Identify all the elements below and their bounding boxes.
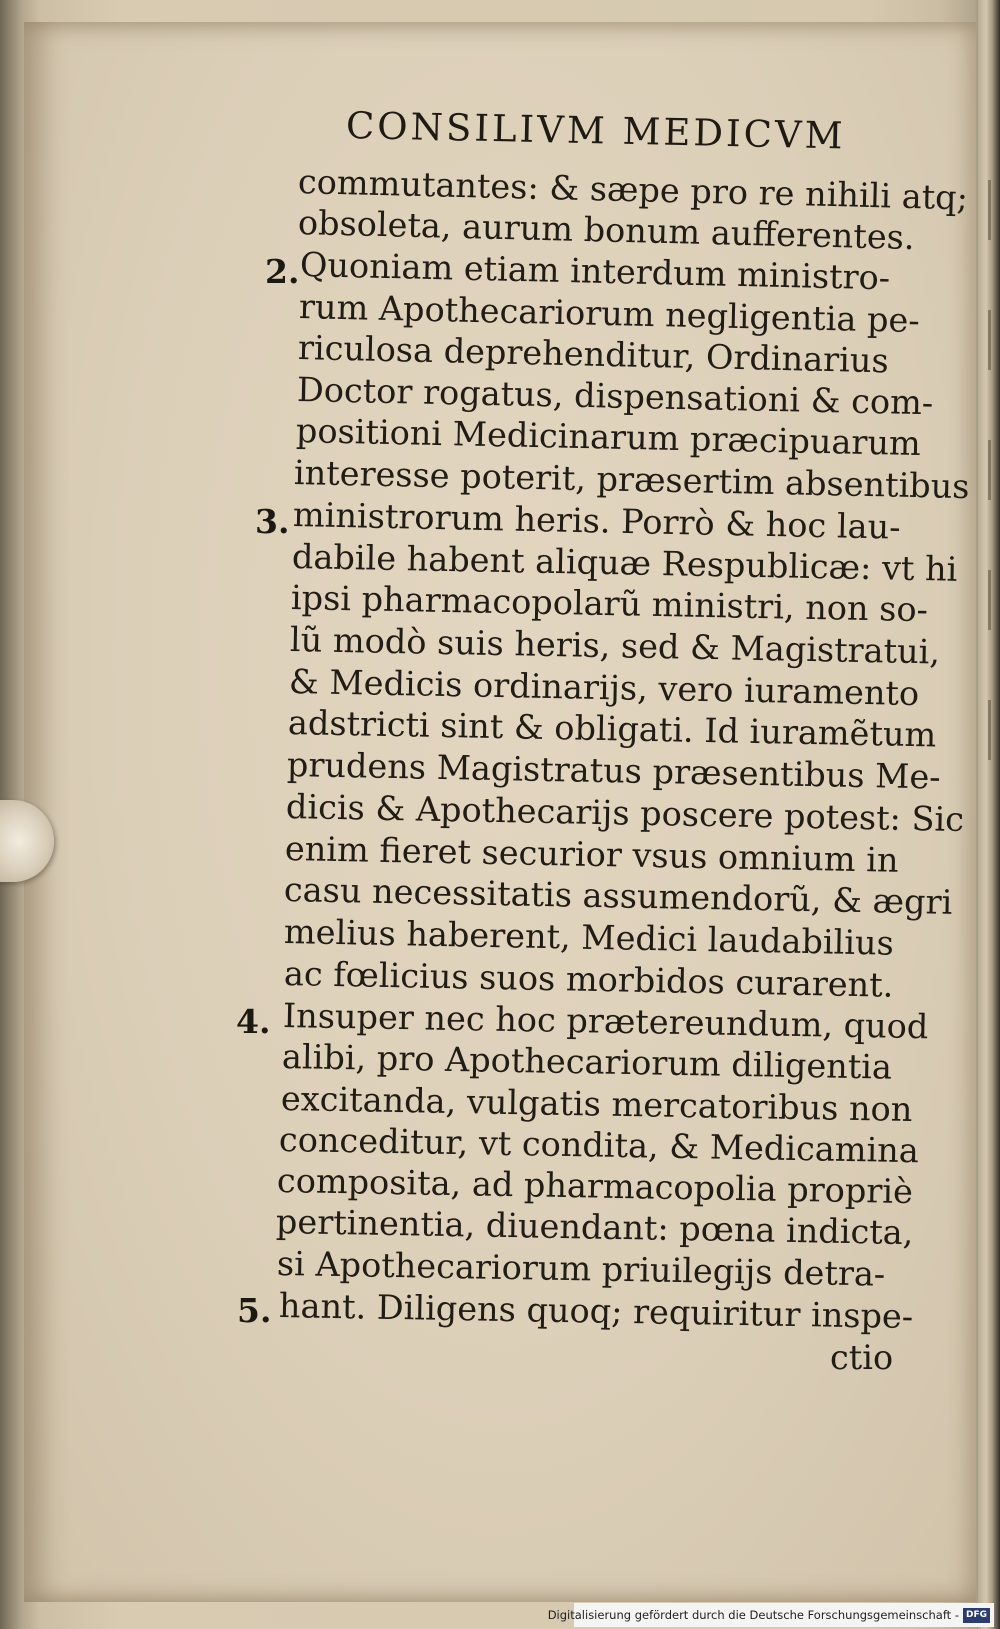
text-line: excitanda, vulgatis mercatoribus non bbox=[280, 1079, 913, 1130]
text-line: alibi, pro Apothecariorum diligentia bbox=[281, 1037, 893, 1087]
text-line: adstricti sint & obligati. Id iuramẽtum bbox=[287, 703, 937, 755]
margin-number: 4. bbox=[236, 1002, 271, 1041]
text-line: rum Apothecariorum negligentia pe- bbox=[298, 287, 921, 341]
adjacent-page-edge bbox=[978, 0, 1000, 1629]
text-line: ac fœlicius suos morbidos curarent. bbox=[283, 954, 894, 1005]
margin-number: 2. bbox=[265, 252, 300, 291]
text-line: lũ modò suis heris, sed & Magistratui, bbox=[289, 620, 941, 672]
text-line: positioni Medicinarum præcipuarum bbox=[295, 411, 922, 464]
text-line: composita, ad pharmacopolia propriè bbox=[276, 1161, 914, 1212]
text-line: commutantes: & sæpe pro re nihili atq; bbox=[297, 162, 969, 218]
text-line: dabile habent aliquæ Respublicæ: vt hi bbox=[291, 537, 958, 589]
text-line: prudens Magistratus præsentibus Me- bbox=[286, 745, 941, 797]
text-line: hant. Diligens quoq; requiritur inspe- bbox=[278, 1286, 914, 1337]
text-line: melius haberent, Medici laudabilius bbox=[283, 912, 895, 963]
text-line: ipsi pharmacopolarũ ministri, non so- bbox=[290, 578, 929, 630]
footer-credit: Digitalisierung gefördert durch die Deutsche Forschungsgemeinschaft - bbox=[547, 1608, 959, 1622]
text-line: casu necessitatis assumendorũ, & ægri bbox=[283, 870, 953, 922]
running-head: CONSILIVM MEDICVM bbox=[345, 104, 846, 158]
text-line: conceditur, vt condita, & Medicamina bbox=[278, 1120, 920, 1171]
margin-number: 5. bbox=[237, 1291, 272, 1330]
text-line: & Medicis ordinarijs, vero iuramento bbox=[288, 662, 920, 714]
text-line: si Apothecariorum priuilegijs detra- bbox=[276, 1244, 886, 1294]
text-line: obsoleta, aurum bonum aufferentes. bbox=[297, 203, 916, 258]
text-line: riculosa deprehenditur, Ordinarius bbox=[297, 328, 890, 381]
text-line: pertinentia, diuendant: pœna indicta, bbox=[275, 1202, 914, 1253]
dfg-logo: DFG bbox=[963, 1608, 990, 1623]
text-line: dicis & Apothecarijs poscere potest: Sic bbox=[285, 787, 965, 840]
text-line: enim fieret securior vsus omnium in bbox=[284, 829, 899, 880]
text-line: interesse poterit, præsertim absentibus bbox=[293, 453, 970, 507]
text-line: Quoniam etiam interdum ministro- bbox=[299, 245, 891, 298]
text-line: Doctor rogatus, dispensationi & com- bbox=[296, 370, 934, 423]
catchword: ctio bbox=[830, 1338, 894, 1377]
digitization-footer bbox=[547, 1603, 994, 1627]
text-line: ministrorum heris. Porrò & hoc lau- bbox=[292, 495, 901, 547]
text-line: Insuper nec hoc prætereundum, quod bbox=[282, 996, 929, 1047]
margin-number: 3. bbox=[255, 502, 290, 541]
